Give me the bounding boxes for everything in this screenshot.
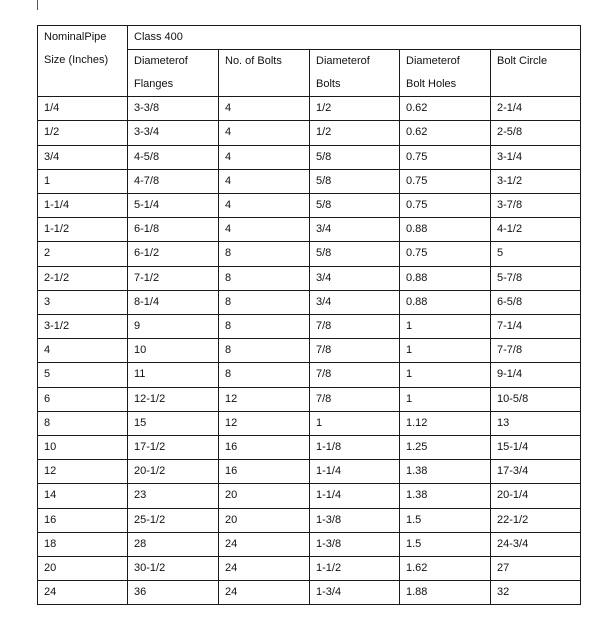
- cell-flange-diameter: 23: [128, 484, 219, 508]
- table-row: [38, 97, 581, 121]
- cell-bolt-diameter: 5/8: [310, 145, 400, 169]
- table-row: [38, 290, 581, 314]
- table-row: [38, 532, 581, 556]
- cell-number-of-bolts: 24: [219, 581, 310, 605]
- cell-nominal-size: 10: [38, 436, 128, 460]
- table-body: [38, 26, 581, 605]
- table-row: [38, 363, 581, 387]
- cell-flange-diameter: 6-1/2: [128, 242, 219, 266]
- cell-bolt-diameter: 7/8: [310, 387, 400, 411]
- header-nominal-pipe-size: [38, 26, 128, 97]
- cell-bolt-diameter: 1-1/8: [310, 436, 400, 460]
- cell-bolt-circle: 10-5/8: [491, 387, 581, 411]
- cell-flange-diameter: 28: [128, 532, 219, 556]
- cell-nominal-size: 3/4: [38, 145, 128, 169]
- cell-bolt-diameter: 5/8: [310, 194, 400, 218]
- cell-bolt-circle: 9-1/4: [491, 363, 581, 387]
- header-diameter-of-bolts: [310, 50, 400, 97]
- cell-flange-diameter: 20-1/2: [128, 460, 219, 484]
- cell-number-of-bolts: 12: [219, 411, 310, 435]
- cell-bolt-diameter: 1: [310, 411, 400, 435]
- cell-bolt-diameter: 1-3/8: [310, 508, 400, 532]
- cell-bolt-circle: 15-1/4: [491, 436, 581, 460]
- cell-number-of-bolts: 16: [219, 460, 310, 484]
- cell-flange-diameter: 11: [128, 363, 219, 387]
- cell-bolt-diameter: 3/4: [310, 290, 400, 314]
- header-of-word: of: [360, 55, 370, 68]
- text-cursor-mark: [37, 0, 38, 10]
- cell-bolt-diameter: 1-3/8: [310, 532, 400, 556]
- cell-nominal-size: 16: [38, 508, 128, 532]
- table-row: [38, 508, 581, 532]
- cell-bolt-diameter: 1-3/4: [310, 581, 400, 605]
- cell-nominal-size: 1/4: [38, 97, 128, 121]
- cell-flange-diameter: 4-5/8: [128, 145, 219, 169]
- header-bolt-holes-word: Bolt Holes: [406, 78, 457, 91]
- cell-nominal-size: 2-1/2: [38, 266, 128, 290]
- cell-nominal-size: 18: [38, 532, 128, 556]
- header-row-top: [38, 26, 581, 50]
- cell-bolt-circle: 5-7/8: [491, 266, 581, 290]
- header-pipe-word: Pipe: [84, 31, 107, 43]
- header-class-label: Class 400: [128, 26, 581, 50]
- cell-bolt-circle: 32: [491, 581, 581, 605]
- cell-bolt-hole-diameter: 0.62: [400, 97, 491, 121]
- header-size-inches: Size (Inches): [44, 54, 109, 66]
- cell-bolt-diameter: 1/2: [310, 97, 400, 121]
- cell-number-of-bolts: 8: [219, 363, 310, 387]
- cell-bolt-circle: 13: [491, 411, 581, 435]
- table-row: [38, 387, 581, 411]
- cell-bolt-circle: 3-1/2: [491, 169, 581, 193]
- table-row: [38, 242, 581, 266]
- cell-number-of-bolts: 4: [219, 145, 310, 169]
- cell-nominal-size: 6: [38, 387, 128, 411]
- cell-bolt-hole-diameter: 0.88: [400, 266, 491, 290]
- table-row: [38, 581, 581, 605]
- table-row: [38, 411, 581, 435]
- cell-bolt-circle: 2-1/4: [491, 97, 581, 121]
- header-diameter-word: Diameter: [134, 55, 179, 68]
- cell-number-of-bolts: 16: [219, 436, 310, 460]
- header-number-of-bolts: [219, 50, 310, 97]
- cell-flange-diameter: 12-1/2: [128, 387, 219, 411]
- header-bolt-circle-label: Bolt Circle: [497, 55, 548, 68]
- table-row: [38, 169, 581, 193]
- cell-nominal-size: 3-1/2: [38, 315, 128, 339]
- cell-nominal-size: 20: [38, 557, 128, 581]
- cell-nominal-size: 4: [38, 339, 128, 363]
- cell-bolt-circle: 3-7/8: [491, 194, 581, 218]
- cell-nominal-size: 5: [38, 363, 128, 387]
- cell-bolt-circle: 7-7/8: [491, 339, 581, 363]
- table-row: [38, 339, 581, 363]
- cell-bolt-circle: 7-1/4: [491, 315, 581, 339]
- cell-bolt-circle: 5: [491, 242, 581, 266]
- cell-bolt-hole-diameter: 0.75: [400, 242, 491, 266]
- cell-flange-diameter: 25-1/2: [128, 508, 219, 532]
- cell-bolt-hole-diameter: 1.88: [400, 581, 491, 605]
- table-row: [38, 436, 581, 460]
- cell-bolt-hole-diameter: 0.75: [400, 194, 491, 218]
- table-row: [38, 194, 581, 218]
- cell-flange-diameter: 6-1/8: [128, 218, 219, 242]
- cell-flange-diameter: 9: [128, 315, 219, 339]
- cell-nominal-size: 24: [38, 581, 128, 605]
- cell-bolt-circle: 4-1/2: [491, 218, 581, 242]
- cell-bolt-hole-diameter: 1.62: [400, 557, 491, 581]
- cell-flange-diameter: 15: [128, 411, 219, 435]
- header-nominal-word: Nominal: [44, 31, 85, 43]
- table-row: [38, 218, 581, 242]
- cell-bolt-hole-diameter: 0.75: [400, 145, 491, 169]
- cell-bolt-hole-diameter: 1.38: [400, 484, 491, 508]
- flange-dimensions-table: [37, 25, 581, 605]
- cell-number-of-bolts: 8: [219, 339, 310, 363]
- cell-flange-diameter: 17-1/2: [128, 436, 219, 460]
- header-diameter-of-bolt-holes: [400, 50, 491, 97]
- cell-bolt-diameter: 3/4: [310, 218, 400, 242]
- cell-bolt-circle: 27: [491, 557, 581, 581]
- cell-bolt-diameter: 1-1/2: [310, 557, 400, 581]
- cell-flange-diameter: 10: [128, 339, 219, 363]
- cell-number-of-bolts: 4: [219, 194, 310, 218]
- cell-number-of-bolts: 4: [219, 169, 310, 193]
- cell-bolt-hole-diameter: 1.38: [400, 460, 491, 484]
- table-row: [38, 266, 581, 290]
- cell-bolt-hole-diameter: 1.12: [400, 411, 491, 435]
- cell-bolt-circle: 17-3/4: [491, 460, 581, 484]
- cell-bolt-hole-diameter: 1.25: [400, 436, 491, 460]
- cell-bolt-circle: 2-5/8: [491, 121, 581, 145]
- header-diameter-word: Diameter: [316, 55, 361, 68]
- cell-bolt-hole-diameter: 0.88: [400, 218, 491, 242]
- cell-bolt-hole-diameter: 1: [400, 315, 491, 339]
- cell-nominal-size: 14: [38, 484, 128, 508]
- cell-bolt-circle: 3-1/4: [491, 145, 581, 169]
- cell-nominal-size: 1: [38, 169, 128, 193]
- cell-number-of-bolts: 24: [219, 532, 310, 556]
- cell-bolt-hole-diameter: 0.75: [400, 169, 491, 193]
- cell-bolt-circle: 6-5/8: [491, 290, 581, 314]
- cell-bolt-diameter: 7/8: [310, 339, 400, 363]
- cell-nominal-size: 1-1/4: [38, 194, 128, 218]
- header-of-word: of: [178, 55, 188, 68]
- table-row: [38, 484, 581, 508]
- cell-flange-diameter: 4-7/8: [128, 169, 219, 193]
- cell-flange-diameter: 36: [128, 581, 219, 605]
- cell-bolt-diameter: 3/4: [310, 266, 400, 290]
- header-bolts-word: Bolts: [316, 78, 341, 91]
- cell-flange-diameter: 3-3/4: [128, 121, 219, 145]
- cell-bolt-diameter: 7/8: [310, 315, 400, 339]
- cell-nominal-size: 12: [38, 460, 128, 484]
- cell-nominal-size: 1-1/2: [38, 218, 128, 242]
- cell-nominal-size: 1/2: [38, 121, 128, 145]
- cell-bolt-diameter: 1-1/4: [310, 484, 400, 508]
- cell-bolt-hole-diameter: 1: [400, 363, 491, 387]
- cell-bolt-hole-diameter: 1.5: [400, 508, 491, 532]
- cell-bolt-circle: 20-1/4: [491, 484, 581, 508]
- cell-flange-diameter: 8-1/4: [128, 290, 219, 314]
- cell-nominal-size: 8: [38, 411, 128, 435]
- cell-number-of-bolts: 8: [219, 315, 310, 339]
- cell-nominal-size: 3: [38, 290, 128, 314]
- cell-bolt-diameter: 5/8: [310, 169, 400, 193]
- cell-bolt-circle: 24-3/4: [491, 532, 581, 556]
- cell-bolt-hole-diameter: 0.88: [400, 290, 491, 314]
- cell-number-of-bolts: 12: [219, 387, 310, 411]
- table-row: [38, 121, 581, 145]
- cell-number-of-bolts: 24: [219, 557, 310, 581]
- cell-bolt-hole-diameter: 1: [400, 339, 491, 363]
- cell-bolt-hole-diameter: 1: [400, 387, 491, 411]
- header-flanges-word: Flanges: [134, 78, 174, 91]
- header-bolt-circle: [491, 50, 581, 97]
- cell-bolt-diameter: 1/2: [310, 121, 400, 145]
- cell-flange-diameter: 30-1/2: [128, 557, 219, 581]
- cell-number-of-bolts: 8: [219, 242, 310, 266]
- cell-number-of-bolts: 4: [219, 97, 310, 121]
- header-diameter-of-flanges: [128, 50, 219, 97]
- table-row: [38, 557, 581, 581]
- cell-number-of-bolts: 4: [219, 218, 310, 242]
- header-number-of-bolts-label: No. of Bolts: [225, 55, 282, 68]
- table-row: [38, 145, 581, 169]
- cell-number-of-bolts: 20: [219, 508, 310, 532]
- cell-flange-diameter: 3-3/8: [128, 97, 219, 121]
- cell-number-of-bolts: 8: [219, 290, 310, 314]
- cell-flange-diameter: 5-1/4: [128, 194, 219, 218]
- cell-number-of-bolts: 4: [219, 121, 310, 145]
- cell-number-of-bolts: 20: [219, 484, 310, 508]
- cell-flange-diameter: 7-1/2: [128, 266, 219, 290]
- cell-bolt-hole-diameter: 0.62: [400, 121, 491, 145]
- header-of-word: of: [450, 55, 460, 68]
- table-row: [38, 315, 581, 339]
- header-diameter-word: Diameter: [406, 55, 451, 68]
- cell-bolt-hole-diameter: 1.5: [400, 532, 491, 556]
- table-row: [38, 460, 581, 484]
- cell-bolt-diameter: 7/8: [310, 363, 400, 387]
- cell-bolt-diameter: 5/8: [310, 242, 400, 266]
- cell-bolt-circle: 22-1/2: [491, 508, 581, 532]
- cell-bolt-diameter: 1-1/4: [310, 460, 400, 484]
- cell-number-of-bolts: 8: [219, 266, 310, 290]
- cell-nominal-size: 2: [38, 242, 128, 266]
